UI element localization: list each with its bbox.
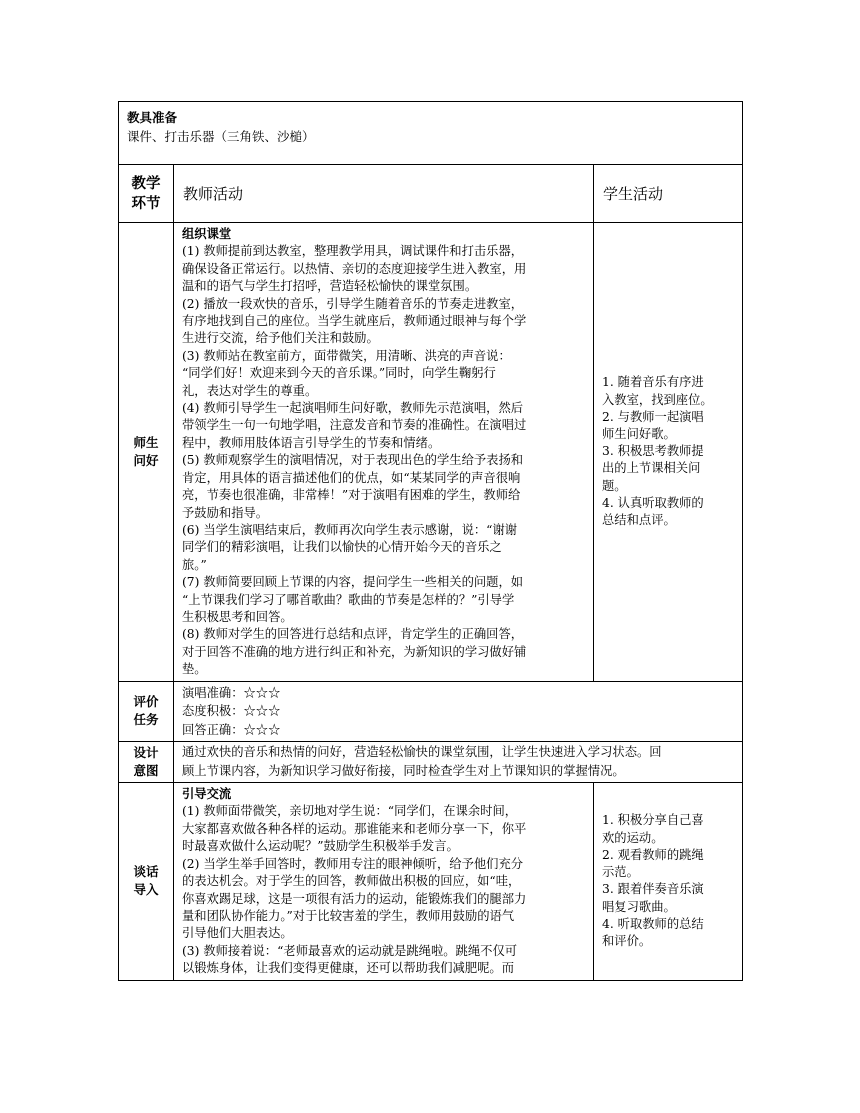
- prep-content: 课件、打击乐器（三角铁、沙槌）: [127, 129, 315, 144]
- text-line: 亮，节奏也很准确，非常棒！”对于演唱有困难的学生，教师给: [182, 488, 521, 503]
- text-line: 生进行交流，给予他们关注和鼓励。: [182, 331, 379, 346]
- text-line: 入教室，找到座位。: [602, 392, 713, 407]
- text-line: 对于回答不准确的地方进行纠正和补充，为新知识的学习做好铺: [182, 644, 527, 659]
- text-line: 4. 认真听取教师的: [602, 495, 704, 510]
- text-line: 以锻炼身体，让我们变得更健康，还可以帮助我们减肥呢。而: [182, 961, 515, 976]
- greeting-row: [119, 223, 743, 682]
- intro-label-line2: 导入: [133, 882, 159, 898]
- text-line: 4. 听取教师的总结: [602, 916, 704, 931]
- evaluation-list: [182, 684, 734, 740]
- text-line: (2) 播放一段欢快的音乐，引导学生随着音乐的节奏走进教室，: [182, 296, 524, 311]
- text-line: (1) 教师提前到达教室，整理教学用具，调试课件和打击乐器，: [182, 244, 524, 259]
- text-line: (6) 当学生演唱结束后，教师再次向学生表示感谢，说：“谢谢: [182, 522, 518, 537]
- evaluation-label-line2: 任务: [133, 712, 159, 728]
- text-line: (7) 教师简要回顾上节课的内容，提问学生一些相关的问题，如: [182, 575, 524, 590]
- text-line: 程中，教师用肢体语言引导学生的节奏和情绪。: [182, 435, 441, 450]
- greeting-teacher-lines: [182, 243, 585, 678]
- text-line: (2) 当学生举手回答时，教师用专注的眼神倾听，给予他们充分: [182, 856, 524, 871]
- intro-row: [119, 783, 743, 980]
- header-stage-line2: 环节: [131, 195, 161, 212]
- design-lines: [182, 743, 734, 781]
- text-line: 带领学生一句一句地学唱，注意发音和节奏的准确性。在演唱过: [182, 418, 527, 433]
- greeting-label: [119, 223, 174, 682]
- text-line: 示范。: [602, 865, 639, 880]
- design-label: [119, 742, 174, 783]
- header-stage-line1: 教学: [131, 175, 161, 192]
- text-line: 顾上节课内容，为新知识学习做好衔接，同时检查学生对上节课知识的掌握情况。: [182, 764, 625, 779]
- text-line: 时最喜欢做什么运动呢？”鼓励学生积极举手发言。: [182, 839, 459, 854]
- text-line: (1) 教师面带微笑，亲切地对学生说：“同学们，在课余时间，: [182, 804, 518, 819]
- text-line: 确保设备正常运行。以热情、亲切的态度迎接学生进入教室，用: [182, 261, 527, 276]
- text-line: 1. 积极分享自己喜: [602, 813, 704, 828]
- lesson-plan-page: [118, 101, 742, 981]
- text-line: 题。: [602, 478, 627, 493]
- text-line: (3) 教师站在教室前方，面带微笑，用清晰、洪亮的声音说：: [182, 348, 511, 363]
- prep-row: [119, 102, 743, 165]
- text-line: 你喜欢踢足球，这是一项很有活力的运动，能锻炼我们的腿部力: [182, 891, 527, 906]
- text-line: 2. 观看教师的跳绳: [602, 847, 704, 862]
- evaluation-label: [119, 681, 174, 742]
- greeting-teacher-activity: [174, 223, 594, 682]
- text-line: 回答正确：☆☆☆: [182, 722, 281, 737]
- text-line: 予鼓励和指导。: [182, 505, 269, 520]
- text-line: 3. 跟着伴奏音乐演: [602, 882, 704, 897]
- text-line: 生积极思考和回答。: [182, 609, 293, 624]
- text-line: (4) 教师引导学生一起演唱师生问好歌，教师先示范演唱，然后: [182, 401, 524, 416]
- design-label-line2: 意图: [133, 763, 159, 779]
- design-intent: [174, 742, 743, 783]
- greeting-title: 组织课堂: [182, 227, 232, 241]
- evaluation-row: [119, 681, 743, 742]
- text-line: 垫。: [182, 662, 207, 677]
- intro-label: [119, 783, 174, 980]
- text-line: 有序地找到自己的座位。当学生就座后，教师通过眼神与每个学: [182, 314, 527, 329]
- text-line: 欢的运动。: [602, 830, 664, 845]
- text-line: 引导他们大胆表达。: [182, 926, 293, 941]
- text-line: 师生问好歌。: [602, 426, 676, 441]
- text-line: 礼，表达对学生的尊重。: [182, 383, 318, 398]
- text-line: 1. 随着音乐有序进: [602, 375, 704, 390]
- intro-label-line1: 谈话: [133, 864, 159, 880]
- text-line: 出的上节课相关问: [602, 461, 701, 476]
- header-row: [119, 165, 743, 223]
- text-line: 演唱准确：☆☆☆: [182, 685, 281, 700]
- text-line: 2. 与教师一起演唱: [602, 409, 704, 424]
- text-line: “同学们好！欢迎来到今天的音乐课。”同时，向学生鞠躬行: [182, 366, 496, 381]
- text-line: 唱复习歌曲。: [602, 899, 676, 914]
- intro-teacher-lines: [182, 803, 585, 977]
- design-row: [119, 742, 743, 783]
- text-line: 同学们的精彩演唱，让我们以愉快的心情开始今天的音乐之: [182, 540, 502, 555]
- text-line: 旅。”: [182, 557, 207, 572]
- text-line: (3) 教师接着说：“老师最喜欢的运动就是跳绳啦。跳绳不仅可: [182, 943, 518, 958]
- text-line: 3. 积极思考教师提: [602, 444, 704, 459]
- text-line: 态度积极：☆☆☆: [182, 704, 281, 719]
- text-line: 通过欢快的音乐和热情的问好，营造轻松愉快的课堂氛围，让学生快速进入学习状态。回: [182, 745, 662, 760]
- text-line: “上节课我们学习了哪首歌曲？歌曲的节奏是怎样的？”引导学: [182, 592, 515, 607]
- design-label-line1: 设计: [133, 745, 159, 761]
- intro-teacher-activity: [174, 783, 594, 980]
- text-line: 总结和点评。: [602, 512, 676, 527]
- evaluation-label-line1: 评价: [133, 694, 159, 710]
- prep-cell: [119, 102, 743, 165]
- text-line: 温和的语气与学生打招呼，营造轻松愉快的课堂氛围。: [182, 279, 478, 294]
- lesson-plan-table: [118, 101, 743, 981]
- prep-title: 教具准备: [127, 110, 178, 125]
- text-line: (5) 教师观察学生的演唱情况，对于表现出色的学生给予表扬和: [182, 453, 524, 468]
- header-stage: [119, 165, 174, 223]
- greeting-student-activity: [594, 223, 743, 682]
- greeting-label-line1: 师生: [133, 434, 159, 450]
- header-teacher: 教师活动: [174, 165, 594, 223]
- intro-student-activity: [594, 783, 743, 980]
- text-line: 量和团队协作能力。”对于比较害羞的学生，教师用鼓励的语气: [182, 908, 515, 923]
- text-line: (8) 教师对学生的回答进行总结和点评，肯定学生的正确回答，: [182, 627, 524, 642]
- text-line: 和评价。: [602, 933, 652, 948]
- greeting-student-lines: [602, 374, 736, 529]
- header-student: 学生活动: [594, 165, 743, 223]
- greeting-label-line2: 问好: [133, 452, 159, 468]
- text-line: 肯定，用具体的语言描述他们的优点，如“某某同学的声音很响: [182, 470, 521, 485]
- intro-student-lines: [602, 812, 736, 950]
- text-line: 的表达机会。对于学生的回答，教师做出积极的回应，如“哇，: [182, 874, 521, 889]
- text-line: 大家都喜欢做各种各样的运动。那谁能来和老师分享一下，你平: [182, 821, 527, 836]
- evaluation-items: [174, 681, 743, 742]
- intro-title: 引导交流: [182, 787, 232, 802]
